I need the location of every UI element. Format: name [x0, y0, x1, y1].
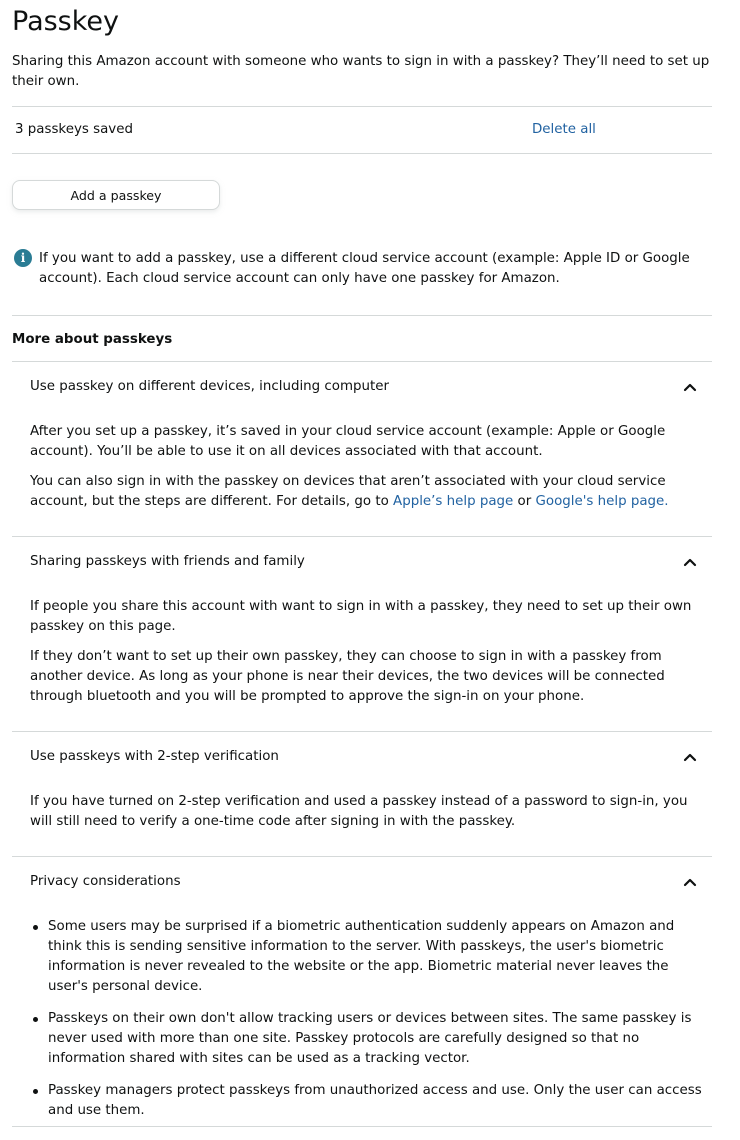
divider	[12, 361, 712, 362]
section-paragraph: If you have turned on 2-step verification and used a passkey instead of a password to sign-in, you will still need to verify a one-time code after signing in with the passkey.	[30, 794, 688, 829]
list-item: Some users may be surprised if a biometric authentication suddenly appears on Amazon and think this is sending sensitive information to the server. With passkeys, the user's biometric information is never revealed to the website or the app. Biometric material never leaves the user's personal device.	[30, 917, 702, 997]
chevron-up-icon[interactable]	[680, 377, 700, 397]
divider	[12, 153, 712, 154]
paragraph-text: or	[513, 494, 536, 509]
passkeys-saved-count: 3 passkeys saved	[15, 122, 133, 137]
divider	[12, 106, 712, 107]
add-passkey-button[interactable]: Add a passkey	[12, 180, 220, 210]
divider	[12, 536, 712, 537]
section-paragraph: After you set up a passkey, it’s saved in your cloud service account (example: Apple or Google account). You’ll be able to use it on all devices associated with that account.	[30, 424, 666, 459]
list-item: Passkeys on their own don't allow tracking users or devices between sites. The same passkey is never used with more than one site. Passkey protocols are carefully designed so that no information shared with sites can be used as a tracking vector.	[30, 1009, 702, 1069]
section-paragraph: If people you share this account with want to sign in with a passkey, they need to set up their own passkey on this page.	[30, 599, 692, 634]
section-header-privacy[interactable]: Privacy considerations	[30, 874, 181, 889]
info-message: If you want to add a passkey, use a different cloud service account (example: Apple ID or Google account). Each cloud service account can only have one passkey for Amazon.	[39, 251, 690, 286]
more-about-passkeys-heading: More about passkeys	[12, 332, 173, 347]
section-header-2-step-verification[interactable]: Use passkeys with 2-step verification	[30, 749, 279, 764]
chevron-up-icon[interactable]	[680, 747, 700, 767]
page-title: Passkey	[12, 6, 120, 37]
section-paragraph: If they don’t want to set up their own passkey, they can choose to sign in with a passkey from another device. As long as your phone is near their devices, the two devices will be connected through bluetooth and you will be prompted to approve the sign-in on your phone.	[30, 649, 665, 704]
info-icon: i	[14, 249, 32, 267]
chevron-up-icon[interactable]	[680, 872, 700, 892]
privacy-bullet-list	[30, 917, 702, 1121]
divider	[12, 731, 712, 732]
google-help-page-link[interactable]: Google's help page.	[535, 494, 669, 509]
divider	[12, 315, 712, 316]
apple-help-page-link[interactable]: Apple’s help page	[393, 494, 514, 509]
intro-text: Sharing this Amazon account with someone who wants to sign in with a passkey? They’ll need to set up their own.	[12, 54, 710, 89]
paragraph-text: You can also sign in with the passkey on devices that aren’t associated with your cloud service account, but the steps are different. For details, go to	[30, 474, 666, 509]
divider	[12, 856, 712, 857]
chevron-up-icon[interactable]	[680, 552, 700, 572]
delete-all-link[interactable]: Delete all	[532, 122, 596, 137]
divider	[12, 1126, 712, 1127]
section-header-sharing[interactable]: Sharing passkeys with friends and family	[30, 554, 305, 569]
section-paragraph	[30, 472, 702, 512]
list-item: Passkey managers protect passkeys from unauthorized access and use. Only the user can access and use them.	[30, 1081, 702, 1121]
section-header-different-devices[interactable]: Use passkey on different devices, including computer	[30, 379, 389, 394]
